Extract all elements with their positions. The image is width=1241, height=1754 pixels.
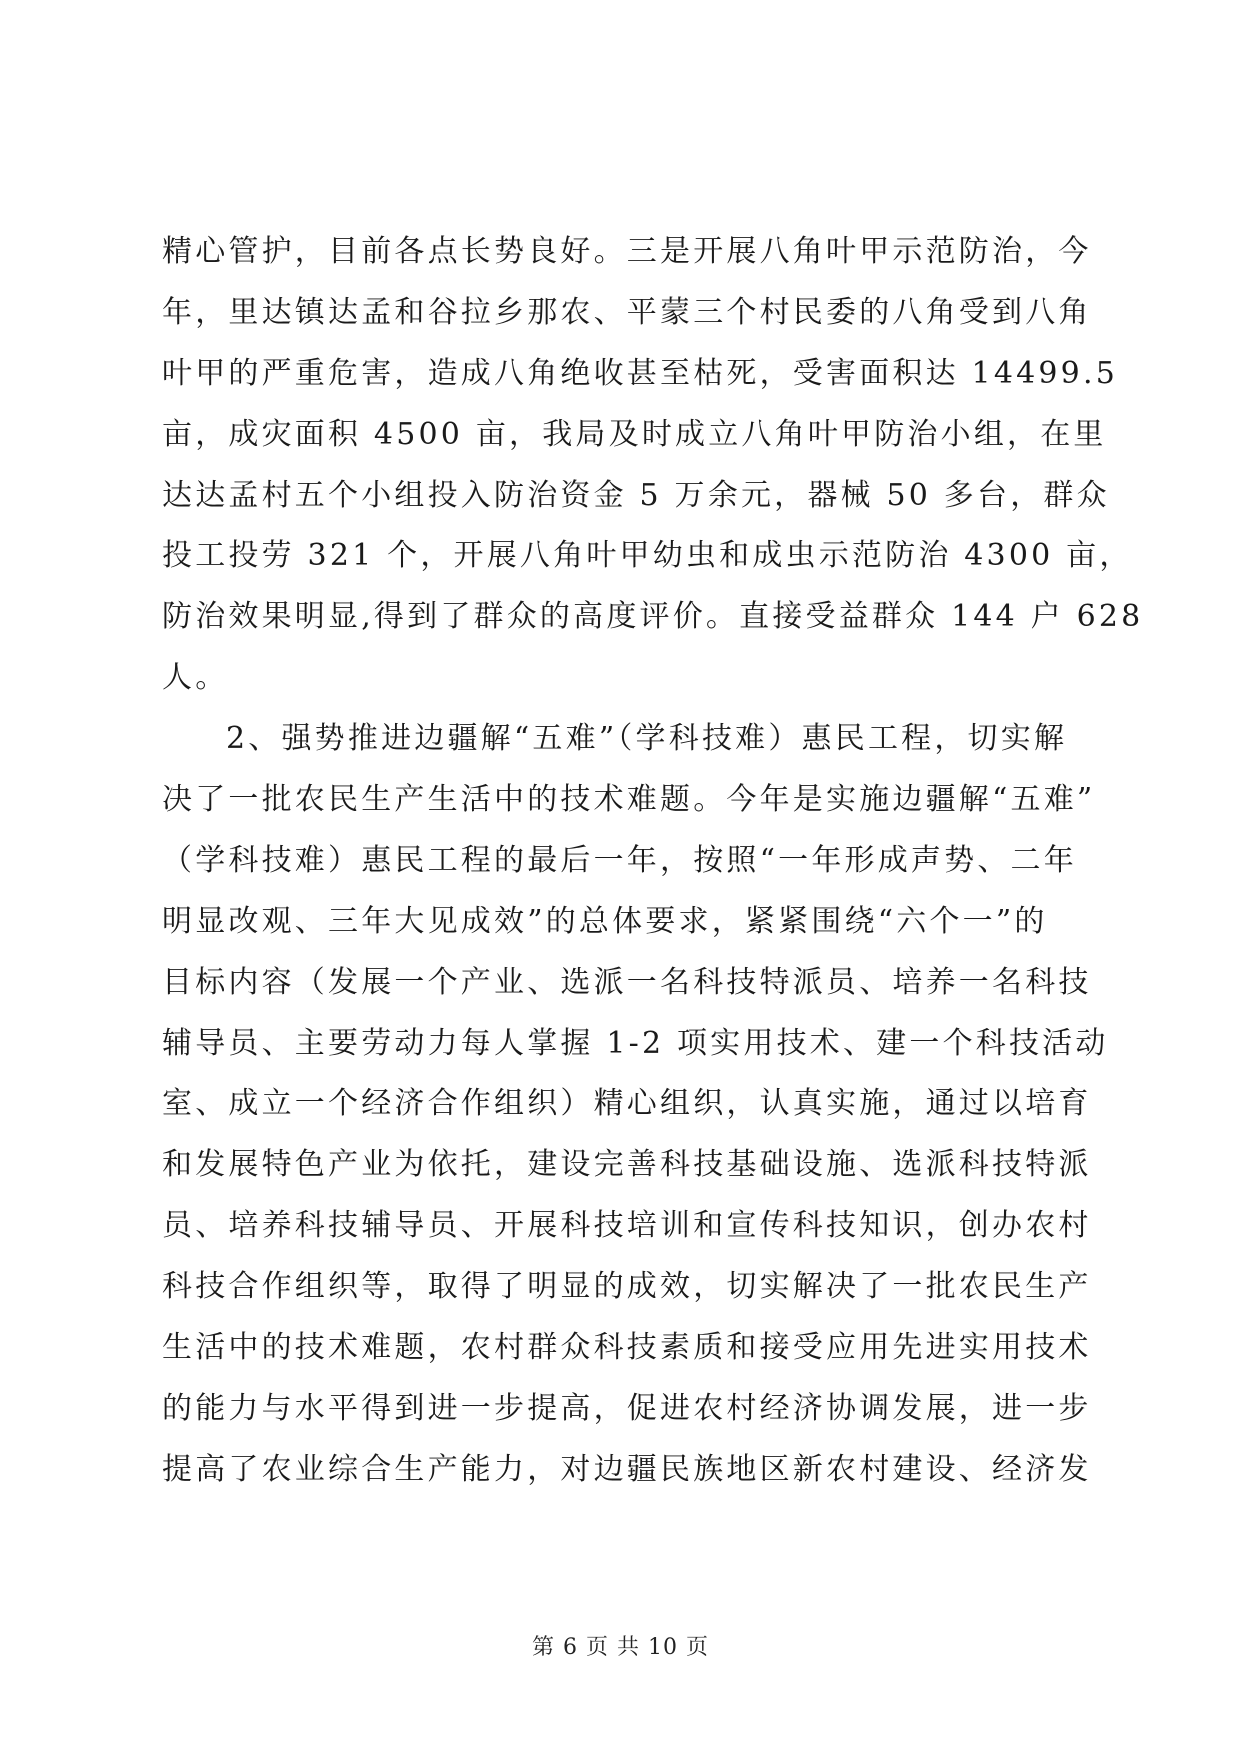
text-line-19: 生活中的技术难题，农村群众科技素质和接受应用先进实用技术 — [162, 1330, 1092, 1366]
text-line-9-paragraph-start: 2、强势推进边疆解“五难”（学科技难）惠民工程，切实解 — [226, 721, 1068, 757]
text-line-13: 目标内容（发展一个产业、选派一名科技特派员、培养一名科技 — [162, 964, 1092, 1000]
text-line-16: 和发展特色产业为依托，建设完善科技基础设施、选派科技特派 — [162, 1147, 1092, 1183]
text-line-17: 员、培养科技辅导员、开展科技培训和宣传科技知识，创办农村 — [162, 1208, 1092, 1244]
page-number-label: 第 6 页 共 10 页 — [532, 1635, 709, 1660]
text-line-15: 室、成立一个经济合作组织）精心组织，认真实施，通过以培育 — [162, 1086, 1092, 1122]
page-footer — [0, 1633, 1241, 1663]
text-line-14: 辅导员、主要劳动力每人掌握 1-2 项实用技术、建一个科技活动 — [162, 1025, 1109, 1061]
text-line-3: 叶甲的严重危害，造成八角绝收甚至枯死，受害面积达 14499.5 — [162, 355, 1118, 391]
text-line-1: 精心管护，目前各点长势良好。三是开展八角叶甲示范防治，今 — [162, 234, 1092, 269]
text-line-7: 防治效果明显,得到了群众的高度评价。直接受益群众 144 户 628 — [162, 599, 1144, 635]
text-line-6: 投工投劳 321 个，开展八角叶甲幼虫和成虫示范防治 4300 亩， — [162, 538, 1133, 574]
text-line-8: 人。 — [162, 660, 229, 696]
body-text — [162, 222, 1144, 1501]
text-line-2: 年，里达镇达孟和谷拉乡那农、平蒙三个村民委的八角受到八角 — [162, 294, 1092, 330]
text-line-10: 决了一批农民生产生活中的技术难题。今年是实施边疆解“五难” — [162, 782, 1096, 818]
text-line-18: 科技合作组织等，取得了明显的成效，切实解决了一批农民生产 — [162, 1269, 1092, 1305]
text-line-11: （学科技难）惠民工程的最后一年，按照“一年形成声势、二年 — [162, 842, 1077, 878]
text-line-20: 的能力与水平得到进一步提高，促进农村经济协调发展，进一步 — [162, 1390, 1092, 1426]
text-line-21: 提高了农业综合生产能力，对边疆民族地区新农村建设、经济发 — [162, 1451, 1092, 1487]
text-line-4: 亩，成灾面积 4500 亩，我局及时成立八角叶甲防治小组，在里 — [162, 416, 1107, 452]
text-line-5: 达达孟村五个小组投入防治资金 5 万余元，器械 50 多台，群众 — [162, 477, 1110, 513]
text-line-12: 明显改观、三年大见成效”的总体要求，紧紧围绕“六个一”的 — [162, 903, 1048, 939]
